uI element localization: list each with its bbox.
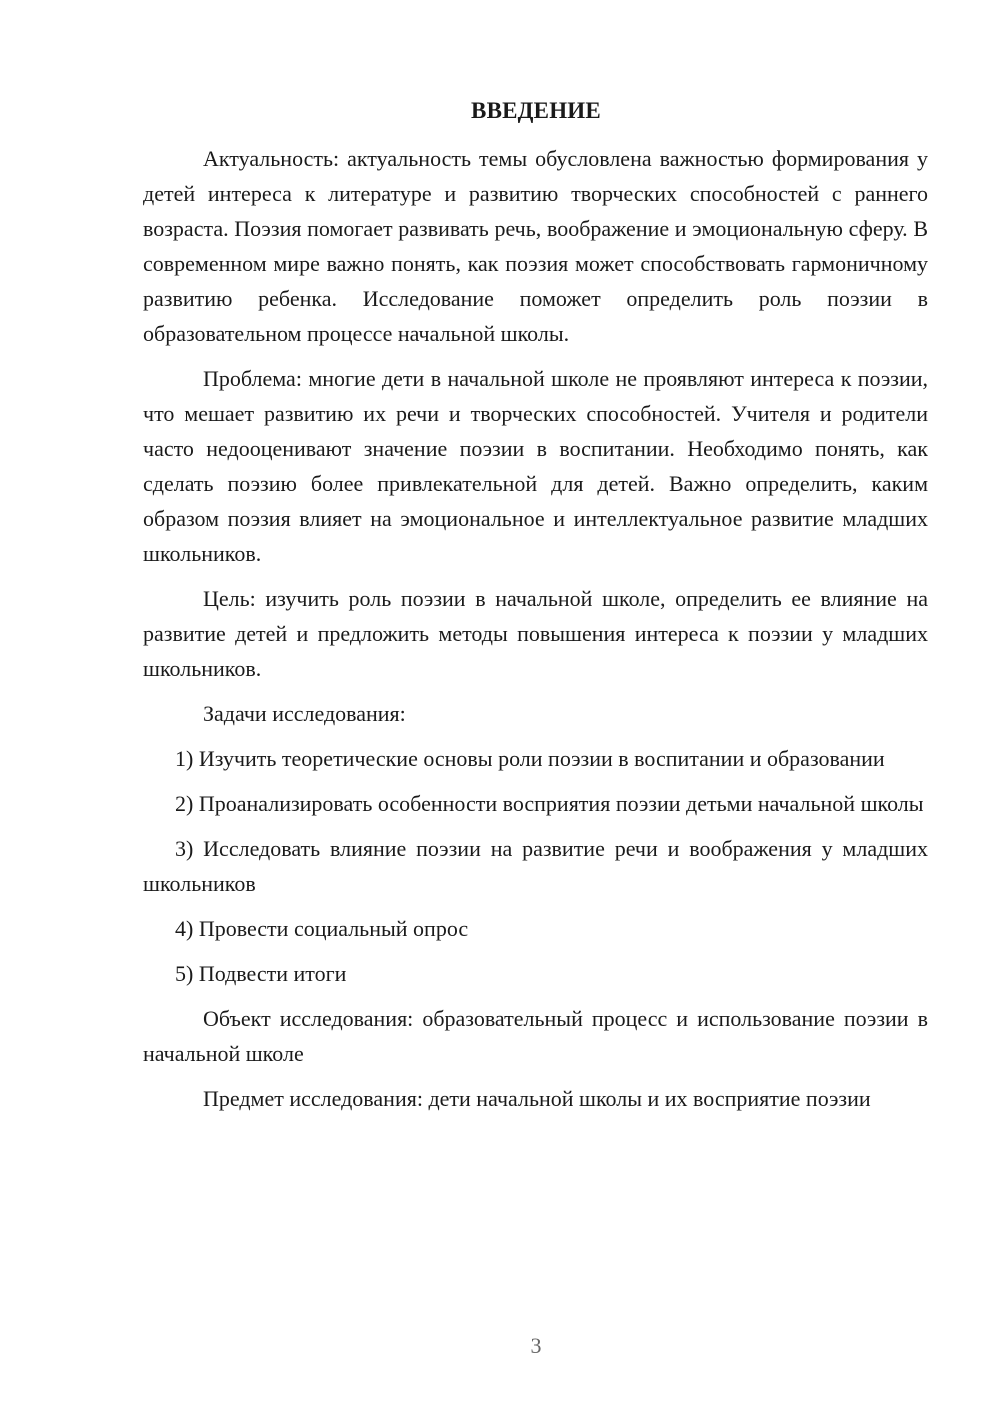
task-item-3: 3) Исследовать влияние поэзии на развитие речи и воображения у младших школьников xyxy=(143,836,928,896)
problem-paragraph: Проблема: многие дети в начальной школе не проявляют интереса к поэзии, что мешает развитию их речи и творческих способностей. Учителя и родители часто недооценивают значение поэзии в воспитании. Необходимо понять, как сделать поэзию более привлекательной для детей. Важно определить, каким образом поэзия влияет на эмоциональное и интеллектуальное развитие младших школьников. xyxy=(143,366,928,566)
object-paragraph: Объект исследования: образовательный процесс и использование поэзии в начальной школе xyxy=(143,1006,928,1066)
relevance-paragraph: Актуальность: актуальность темы обусловлена важностью формирования у детей интереса к литературе и развитию творческих способностей с раннего возраста. Поэзия помогает развивать речь, воображение и эмоциональную сферу. В современном мире важно понять, как поэзия может способствовать гармоничному развитию ребенка. Исследование поможет определить роль поэзии в образовательном процессе начальной школы. xyxy=(143,146,928,346)
tasks-heading: Задачи исследования: xyxy=(203,701,406,726)
page-number: 3 xyxy=(530,1333,542,1358)
subject-paragraph: Предмет исследования: дети начальной школы и их восприятие поэзии xyxy=(203,1086,871,1111)
task-item-5: 5) Подвести итоги xyxy=(175,961,347,986)
document-body xyxy=(143,141,928,1116)
page-title: ВВЕДЕНИЕ xyxy=(471,98,601,123)
task-item-1: 1) Изучить теоретические основы роли поэзии в воспитании и образовании xyxy=(175,746,885,771)
task-item-4: 4) Провести социальный опрос xyxy=(175,916,469,941)
task-item-2: 2) Проанализировать особенности восприятия поэзии детьми начальной школы xyxy=(175,791,924,816)
goal-paragraph: Цель: изучить роль поэзии в начальной школе, определить ее влияние на развитие детей и предложить методы повышения интереса к поэзии у младших школьников. xyxy=(143,586,928,681)
